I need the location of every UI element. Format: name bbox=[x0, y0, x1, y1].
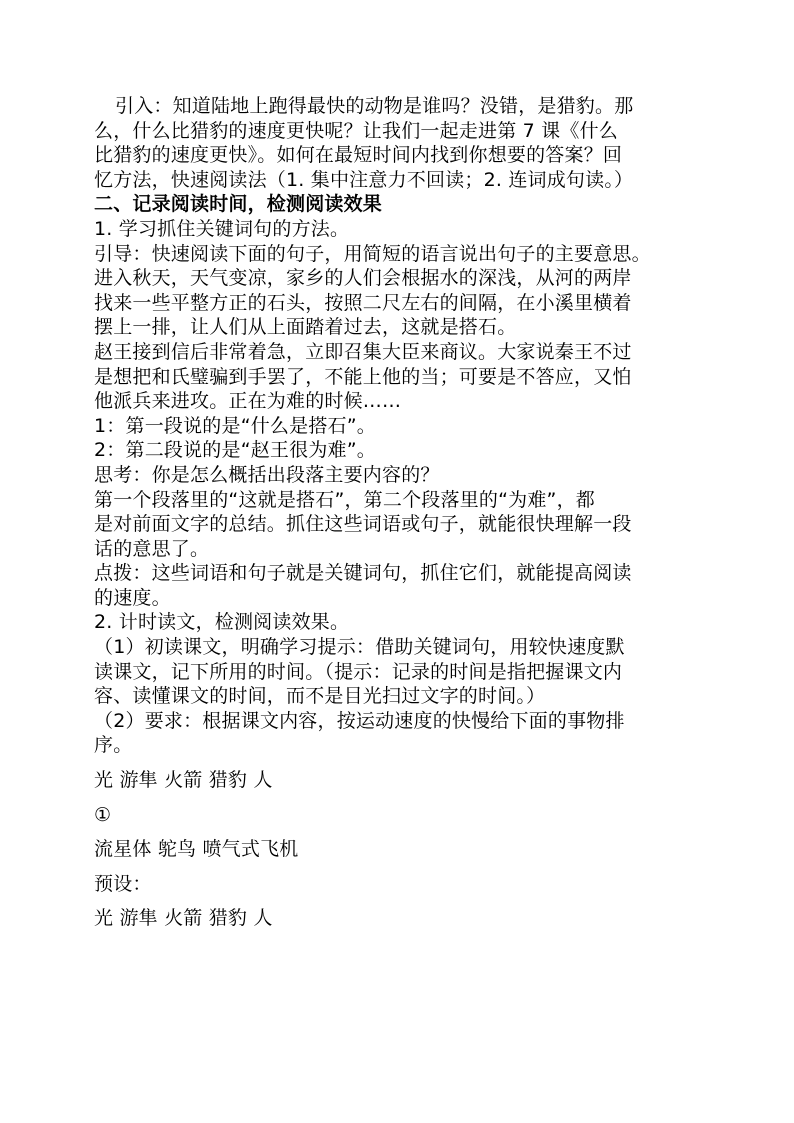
tip-line-1: 点拨：这些词语和句子就是关键词句，抓住它们，就能提高阅读 bbox=[94, 562, 632, 585]
passage-2-line-2: 是想把和氏璧骗到手罢了，不能上他的当；可要是不答应，又怕 bbox=[94, 365, 632, 388]
item-list-1: 光 游隼 火箭 猎豹 人 bbox=[94, 769, 273, 792]
tip-line-2: 的速度。 bbox=[94, 586, 171, 609]
answer-line-2: 是对前面文字的总结。抓住这些词语或句子，就能很快理解一段 bbox=[94, 513, 632, 536]
document-page bbox=[94, 94, 734, 931]
summary-1: 1：第一段说的是“什么是搭石”。 bbox=[94, 414, 376, 437]
circled-number-one: ① bbox=[94, 803, 112, 826]
subheading-2: 2. 计时读文，检测阅读效果。 bbox=[94, 611, 350, 634]
passage-1-line-2: 找来一些平整方正的石头，按照二尺左右的间隔，在小溪里横着 bbox=[94, 291, 632, 314]
passage-2-line-3: 他派兵来进攻。正在为难的时候…… bbox=[94, 390, 402, 413]
intro-line-1: 引入：知道陆地上跑得最快的动物是谁吗？没错，是猎豹。那 bbox=[115, 95, 634, 117]
guide-line: 引导：快速阅读下面的句子，用简短的语言说出句子的主要意思。 bbox=[94, 242, 651, 265]
task-1-line-3: 容、读懂课文的时间，而不是目光扫过文字的时间。） bbox=[94, 685, 546, 708]
item-list-3: 光 游隼 火箭 猎豹 人 bbox=[94, 907, 273, 930]
task-1-line-2: 读课文，记下所用的时间。（提示：记录的时间是指把握课文内 bbox=[94, 660, 623, 683]
intro-line-2: 么，什么比猎豹的速度更快呢？让我们一起走进第 7 课《什么 bbox=[94, 119, 618, 142]
subheading-1: 1. 学习抓住关键词句的方法。 bbox=[94, 217, 350, 240]
section-heading: 二、记录阅读时间，检测阅读效果 bbox=[94, 193, 383, 216]
answer-line-1: 第一个段落里的“这就是搭石”，第二个段落里的“为难”，都 bbox=[94, 488, 595, 511]
passage-1-line-3: 摆上一排，让人们从上面踏着过去，这就是搭石。 bbox=[94, 316, 517, 339]
passage-1-line-1: 进入秋天，天气变凉，家乡的人们会根据水的深浅，从河的两岸 bbox=[94, 267, 632, 290]
preset-label: 预设： bbox=[94, 872, 152, 895]
passage-2-line-1: 赵王接到信后非常着急，立即召集大臣来商议。大家说秦王不过 bbox=[94, 340, 632, 363]
summary-2: 2：第二段说的是“赵王很为难”。 bbox=[94, 439, 376, 462]
answer-line-3: 话的意思了。 bbox=[94, 537, 210, 560]
task-2-line-1: （2）要求：根据课文内容，按运动速度的快慢给下面的事物排 bbox=[94, 709, 625, 732]
intro-line-3: 比猎豹的速度更快》。如何在最短时间内找到你想要的答案？回 bbox=[94, 144, 623, 167]
item-list-2: 流星体 鸵鸟 喷气式飞机 bbox=[94, 838, 299, 861]
task-2-line-2: 序。 bbox=[94, 734, 133, 757]
think-line: 思考：你是怎么概括出段落主要内容的？ bbox=[94, 463, 440, 486]
intro-line-4: 忆方法，快速阅读法（1. 集中注意力不回读；2. 连词成句读。） bbox=[94, 168, 634, 191]
task-1-line-1: （1）初读课文，明确学习提示：借助关键词句，用较快速度默 bbox=[94, 636, 625, 659]
